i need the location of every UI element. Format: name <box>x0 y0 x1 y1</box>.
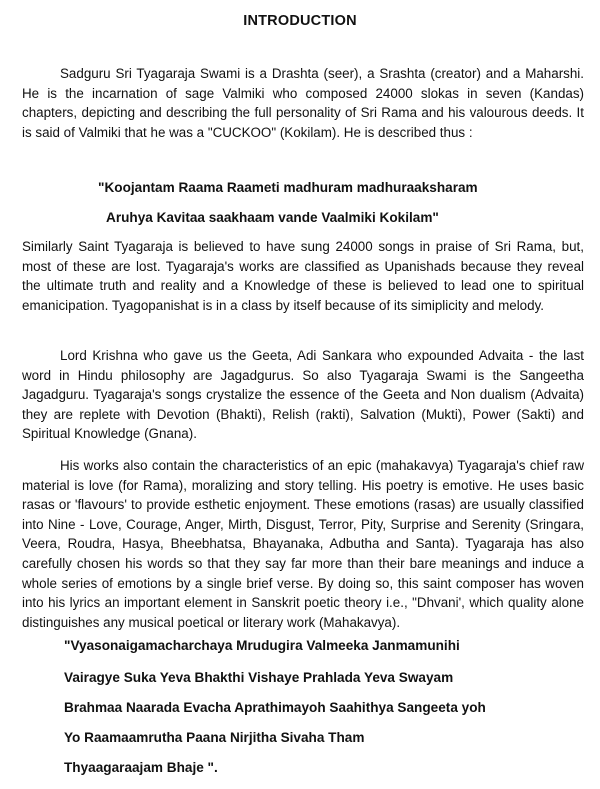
page-title: INTRODUCTION <box>243 13 357 29</box>
verse-1-line-2: Aruhya Kavitaa saakhaam vande Vaalmiki Kokilam" <box>106 210 439 225</box>
paragraph-3: Lord Krishna who gave us the Geeta, Adi Sankara who expounded Advaita - the last word in Hindu philosophy are Jagadgurus. So also Tyagaraja Swami is the Sangeetha Jagadguru. Tyagaraja's songs crystalize the essence of the Geeta and Non dualism (Advaita) they are replete with Devotion (Bhakti), Relish (rakti), Salvation (Mukti), Power (Sakti) and Spiritual Knowledge (Gnana). <box>22 348 584 442</box>
verse-2-line-1: "Vyasonaigamacharchaya Mrudugira Valmeeka Janmamunihi <box>64 638 460 653</box>
verse-2-line-3: Brahmaa Naarada Evacha Aprathimayoh Saahithya Sangeeta yoh <box>64 700 486 715</box>
verse-2-line-2: Vairagye Suka Yeva Bhakthi Vishaye Prahlada Yeva Swayam <box>64 670 454 685</box>
verse-2-line-5: Thyaagaraajam Bhaje ". <box>64 760 218 775</box>
verse-2-line-4: Yo Raamaamrutha Paana Nirjitha Sivaha Tham <box>64 730 365 745</box>
verse-1-line-1: "Koojantam Raama Raameti madhuram madhuraaksharam <box>98 180 478 195</box>
paragraph-4: His works also contain the characteristics of an epic (mahakavya) Tyagaraja's chief raw material is love (for Rama), moralizing and story telling. His poetry is emotive. He uses basic rasas or 'flavours' to provide esthetic enjoyment. These emotions (rasas) are usually classified into Nine - Love, Courage, Anger, Mirth, Disgust, Terror, Pity, Surprise and Serenity (Sringara, Veera, Roudra, Hasya, Bheebhatsa, Bhayanaka, Adbutha and Santa). Tyagaraja has also carefully chosen his words so that they say far more than their bare meanings and induce a whole series of emotions by a single brief verse. By doing so, this saint composer has woven into his lyrics an important element in Sanskrit poetic theory i.e., "Dhvani', which quality alone distinguishes any musical poetical or literary work (Mahakavya). <box>22 458 584 630</box>
paragraph-1: Sadguru Sri Tyagaraja Swami is a Drashta (seer), a Srashta (creator) and a Maharshi. He is the incarnation of sage Valmiki who composed 24000 slokas in seven (Kandas) chapters, depicting and describing the full personality of Sri Rama and his valourous deeds. It is said of Valmiki that he was a "CUCKOO" (Kokilam). He is described thus : <box>22 66 584 140</box>
paragraph-2: Similarly Saint Tyagaraja is believed to have sung 24000 songs in praise of Sri Rama, but, most of these are lost. Tyagaraja's works are classified as Upanishads because they reveal the ultimate truth and reality and a Knowledge of these is believed to lead one to spiritual emanicipation. Tyagopanishat is in a class by itself because of its simiplicity and melody. <box>22 239 584 313</box>
